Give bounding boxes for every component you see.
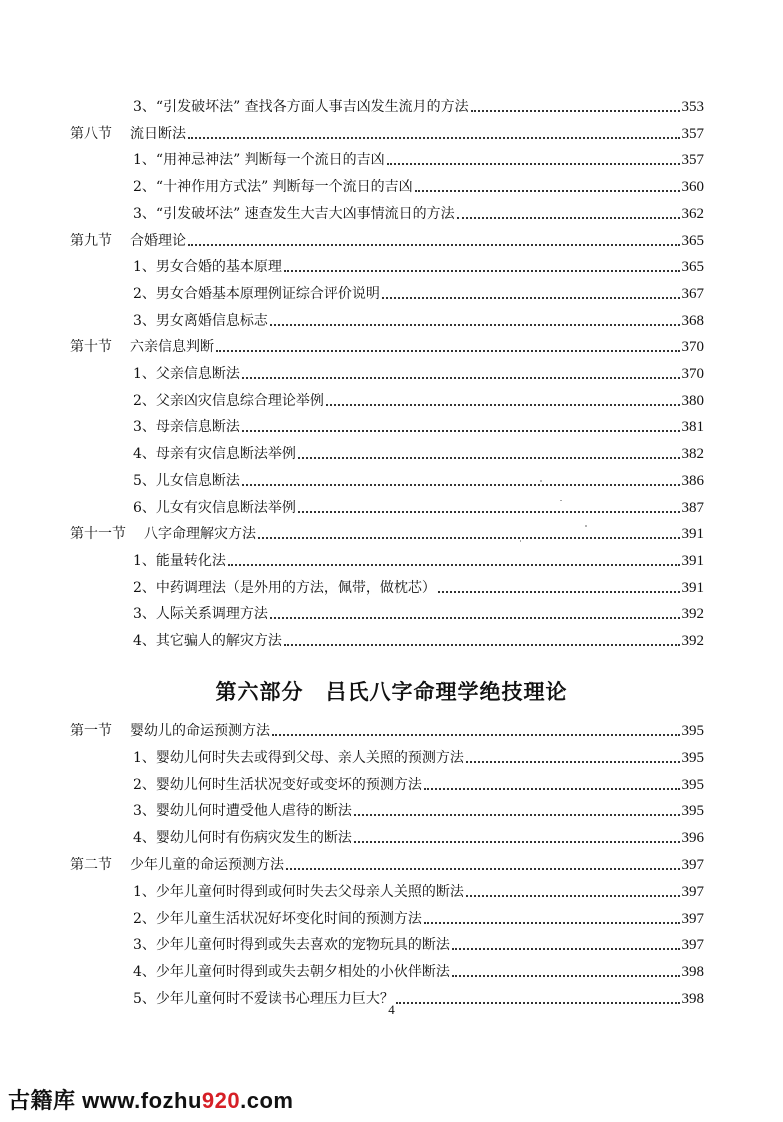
- page-ref: 397: [681, 857, 704, 873]
- dot-leader: [354, 841, 680, 843]
- dot-leader: [188, 244, 680, 246]
- item-title: 2、婴幼儿何时生活状况变好或变坏的预测方法: [133, 776, 422, 793]
- page-ref: 398: [681, 991, 704, 1007]
- dot-leader: [326, 404, 680, 406]
- part-title: 吕氏八字命理学绝技理论: [325, 679, 568, 704]
- page-ref: 365: [681, 232, 704, 249]
- dot-leader: [415, 190, 680, 192]
- page-ref: 382: [681, 446, 704, 463]
- page-ref: 392: [681, 633, 704, 649]
- item-title: 4、婴幼儿何时有伤病灾发生的断法: [133, 830, 352, 847]
- section-number: 第二节: [70, 857, 112, 873]
- toc-item-row: [133, 279, 704, 303]
- part-heading: [0, 676, 783, 706]
- toc-item-row: [133, 412, 704, 436]
- dot-leader: [258, 537, 680, 539]
- page-ref: 368: [681, 312, 704, 329]
- page-ref: 381: [681, 419, 704, 436]
- item-title: 3、少年儿童何时得到或失去喜欢的宠物玩具的断法: [133, 937, 450, 954]
- page-ref: 357: [681, 125, 704, 142]
- dot-leader: [452, 975, 680, 977]
- item-title: 2、“十神作用方式法” 判断每一个流日的吉凶: [133, 179, 413, 196]
- page-ref: 365: [681, 259, 704, 276]
- toc-item-row: [133, 770, 704, 794]
- page-ref: 397: [681, 883, 704, 900]
- toc-item-row: [133, 439, 704, 463]
- dot-leader: [466, 761, 680, 763]
- page-ref: 370: [681, 366, 704, 382]
- toc-section-row: [70, 226, 704, 250]
- dot-leader: [452, 948, 680, 950]
- page-ref: 353: [681, 99, 704, 115]
- dot-leader: [286, 868, 680, 870]
- toc-item-row: [133, 796, 704, 820]
- page-ref: 391: [681, 552, 704, 569]
- page-ref: 395: [681, 776, 704, 793]
- dot-leader: [284, 270, 680, 272]
- section-title: 少年儿童的命运预测方法: [130, 857, 284, 873]
- page-number: 4: [388, 1002, 395, 1017]
- page-ref: 360: [681, 179, 704, 196]
- toc-item-row: [133, 359, 704, 383]
- item-title: 2、父亲凶灾信息综合理论举例: [133, 392, 324, 409]
- toc-item-row: [133, 172, 704, 196]
- watermark-site-prefix: www.fozhu: [82, 1088, 202, 1113]
- dot-leader: [471, 110, 680, 112]
- dot-leader: [270, 324, 680, 326]
- toc-item-row: [133, 199, 704, 223]
- watermark-footer: [8, 1084, 294, 1115]
- item-title: 2、男女合婚基本原理例证综合评价说明: [133, 285, 380, 302]
- dot-leader: [242, 377, 680, 379]
- item-title: 3、人际关系调理方法: [133, 606, 268, 623]
- toc-item-row: [133, 145, 704, 169]
- section-number: 第九节: [70, 232, 112, 249]
- toc-section-row: [70, 332, 704, 356]
- toc-item-row: [133, 599, 704, 623]
- item-title: 4、少年儿童何时得到或失去朝夕相处的小伙伴断法: [133, 964, 450, 981]
- page-ref: 398: [681, 964, 704, 981]
- page-ref: 380: [681, 392, 704, 409]
- part-number: 第六部分: [215, 679, 304, 704]
- section-number: 第八节: [70, 125, 112, 142]
- item-title: 1、“用神忌神法” 判断每一个流日的吉凶: [133, 152, 385, 169]
- toc-item-row: [133, 573, 704, 597]
- scan-speck: [520, 540, 521, 542]
- page-ref: 395: [681, 749, 704, 766]
- page-ref: 391: [681, 579, 704, 596]
- toc-section-row: [70, 850, 704, 874]
- watermark-brand: 古籍库: [8, 1088, 76, 1113]
- item-title: 1、男女合婚的基本原理: [133, 259, 282, 276]
- page-ref: 362: [681, 205, 704, 222]
- item-title: 5、儿女信息断法: [133, 472, 240, 489]
- dot-leader: [457, 217, 680, 219]
- toc-item-row: [133, 904, 704, 928]
- toc-item-row: [133, 252, 704, 276]
- toc-item-row: [133, 493, 704, 517]
- toc-item-row: [133, 823, 704, 847]
- page-ref: 391: [681, 526, 704, 543]
- page-ref: 397: [681, 937, 704, 954]
- section-title: 婴幼儿的命运预测方法: [130, 723, 270, 739]
- toc-item-row: [133, 92, 704, 116]
- toc-item-row: [133, 626, 704, 650]
- dot-leader: [466, 895, 680, 897]
- dot-leader: [387, 163, 680, 165]
- dot-leader: [354, 814, 680, 816]
- page-ref: 367: [681, 285, 704, 302]
- watermark-site-number: 920: [201, 1088, 241, 1113]
- section-title: 合婚理论: [130, 232, 186, 249]
- scan-speck: [540, 480, 542, 482]
- page-ref: 392: [681, 606, 704, 623]
- item-title: 3、婴幼儿何时遭受他人虐待的断法: [133, 803, 352, 820]
- section-title: 流日断法: [130, 125, 186, 142]
- dot-leader: [438, 591, 680, 593]
- item-title: 1、婴幼儿何时失去或得到父母、亲人关照的预测方法: [133, 749, 464, 766]
- page-ref: 386: [681, 472, 704, 489]
- page-ref: 395: [681, 803, 704, 820]
- section-title: 六亲信息判断: [130, 339, 214, 356]
- page-ref: 387: [681, 499, 704, 516]
- item-title: 5、少年儿童何时不爱读书心理压力巨大？: [133, 991, 394, 1007]
- item-title: 6、儿女有灾信息断法举例: [133, 499, 296, 516]
- watermark-site-suffix: .com: [240, 1088, 294, 1113]
- toc-item-row: [133, 877, 704, 901]
- dot-leader: [424, 922, 680, 924]
- page-ref: 357: [681, 152, 704, 169]
- dot-leader: [298, 511, 680, 513]
- item-title: 3、母亲信息断法: [133, 419, 240, 436]
- toc-item-row: [133, 743, 704, 767]
- page-ref: 397: [681, 910, 704, 927]
- dot-leader: [382, 297, 680, 299]
- item-title: 4、其它骗人的解灾方法: [133, 633, 282, 649]
- toc-item-row: [133, 957, 704, 981]
- dot-leader: [228, 564, 680, 566]
- page-ref: 396: [681, 830, 704, 847]
- dot-leader: [188, 137, 680, 139]
- section-number: 第十一节: [70, 526, 126, 543]
- scan-speck: [585, 525, 587, 527]
- item-title: 4、母亲有灾信息断法举例: [133, 446, 296, 463]
- section-title: 八字命理解灾方法: [144, 526, 256, 543]
- toc-item-row: [133, 306, 704, 330]
- dot-leader: [272, 734, 680, 736]
- dot-leader: [242, 430, 680, 432]
- item-title: 1、少年儿童何时得到或何时失去父母亲人关照的断法: [133, 883, 464, 900]
- item-title: 2、中药调理法（是外用的方法，佩带，做枕芯）: [133, 579, 436, 596]
- toc-item-row: [133, 386, 704, 410]
- section-number: 第十节: [70, 339, 112, 356]
- toc-item-row: [133, 930, 704, 954]
- dot-leader: [284, 644, 680, 646]
- toc-section-row: [70, 119, 704, 143]
- page-ref: 370: [681, 339, 704, 356]
- item-title: 1、父亲信息断法: [133, 366, 240, 382]
- section-number: 第一节: [70, 723, 112, 739]
- toc-item-row: [133, 546, 704, 570]
- dot-leader: [270, 617, 680, 619]
- item-title: 3、“引发破坏法” 查找各方面人事吉凶发生流月的方法: [133, 99, 469, 115]
- dot-leader: [298, 457, 680, 459]
- dot-leader: [216, 350, 680, 352]
- toc-section-row: [70, 716, 704, 740]
- item-title: 3、“引发破坏法” 速查发生大吉大凶事情流日的方法: [133, 205, 455, 222]
- toc-section-row: [70, 519, 704, 543]
- page-ref: 395: [681, 723, 704, 739]
- dot-leader: [242, 484, 680, 486]
- scan-speck: [560, 500, 562, 501]
- item-title: 3、男女离婚信息标志: [133, 312, 268, 329]
- item-title: 2、少年儿童生活状况好坏变化时间的预测方法: [133, 910, 422, 927]
- dot-leader: [424, 788, 680, 790]
- item-title: 1、能量转化法: [133, 552, 226, 569]
- toc-item-row: [133, 466, 704, 490]
